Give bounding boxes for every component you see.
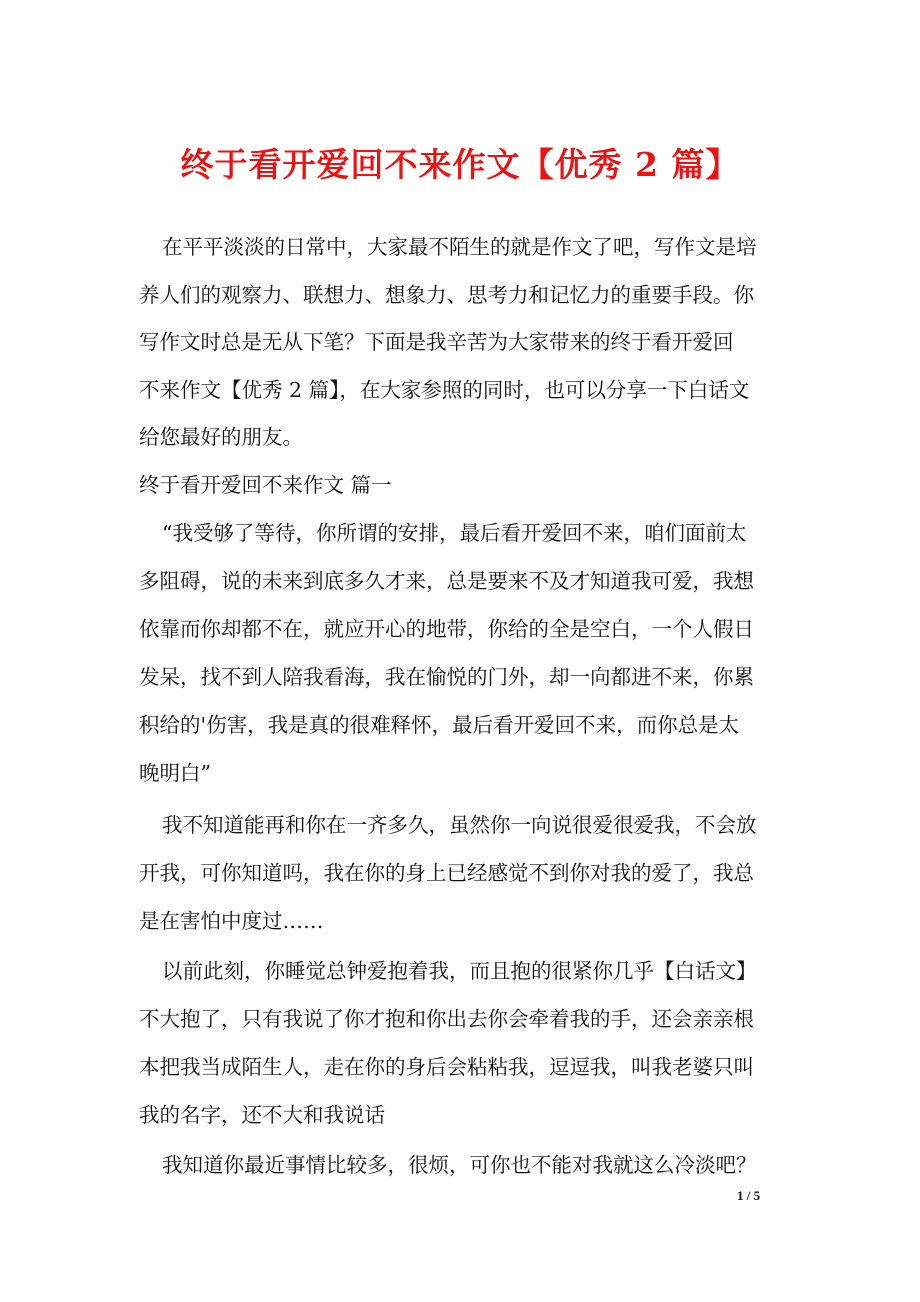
body-line-7: 我不知道能再和你在一齐多久，虽然你一向说很爱很爱我，不会放 (162, 813, 757, 837)
body-line-3: 依靠而你却都不在，就应开心的地带，你给的全是空白，一个人假日 (139, 617, 754, 641)
body-line-10: 以前此刻，你睡觉总钟爱抱着我，而且抱的很紧你几乎【白话文】 (162, 959, 757, 983)
body-line-2: 多阻碍，说的未来到底多久才来，总是要来不及才知道我可爱，我想 (139, 569, 754, 593)
intro-line-4: 不来作文【优秀 2 篇】，在大家参照的同时，也可以分享一下白话文 (139, 378, 750, 402)
body-line-13: 我的名字，还不大和我说话 (139, 1103, 385, 1127)
page-number: 1 / 5 (737, 1188, 761, 1203)
body-line-4: 发呆，找不到人陪我看海，我在愉悦的门外，却一向都进不来，你累 (139, 665, 754, 689)
body-line-12: 本把我当成陌生人，走在你的身后会粘粘我，逗逗我，叫我老婆只叫 (139, 1055, 754, 1079)
body-line-1: “我受够了等待，你所谓的安排，最后看开爱回不来，咱们面前太 (162, 521, 747, 545)
intro-line-5: 给您最好的朋友。 (139, 425, 303, 449)
intro-line-2: 养人们的观察力、联想力、想象力、思考力和记忆力的重要手段。你 (139, 283, 754, 307)
section-heading: 终于看开爱回不来作文 篇一 (139, 473, 392, 497)
body-line-11: 不大抱了，只有我说了你才抱和你出去你会牵着我的手，还会亲亲根 (139, 1007, 754, 1031)
body-line-8: 开我，可你知道吗，我在你的身上已经感觉不到你对我的爱了，我总 (139, 861, 754, 885)
document-title: 终于看开爱回不来作文【优秀 2 篇】 (180, 145, 740, 184)
body-line-5: 积给的'伤害，我是真的很难释怀，最后看开爱回不来，而你总是太 (139, 713, 740, 737)
intro-line-3: 写作文时总是无从下笔？下面是我辛苦为大家带来的终于看开爱回 (139, 330, 734, 354)
body-line-9: 是在害怕中度过…… (139, 909, 324, 933)
body-line-6: 晚明白” (139, 761, 211, 785)
body-line-14: 我知道你最近事情比较多，很烦，可你也不能对我就这么冷淡吧？ (162, 1153, 757, 1177)
intro-line-1: 在平平淡淡的日常中，大家最不陌生的就是作文了吧，写作文是培 (162, 235, 757, 259)
